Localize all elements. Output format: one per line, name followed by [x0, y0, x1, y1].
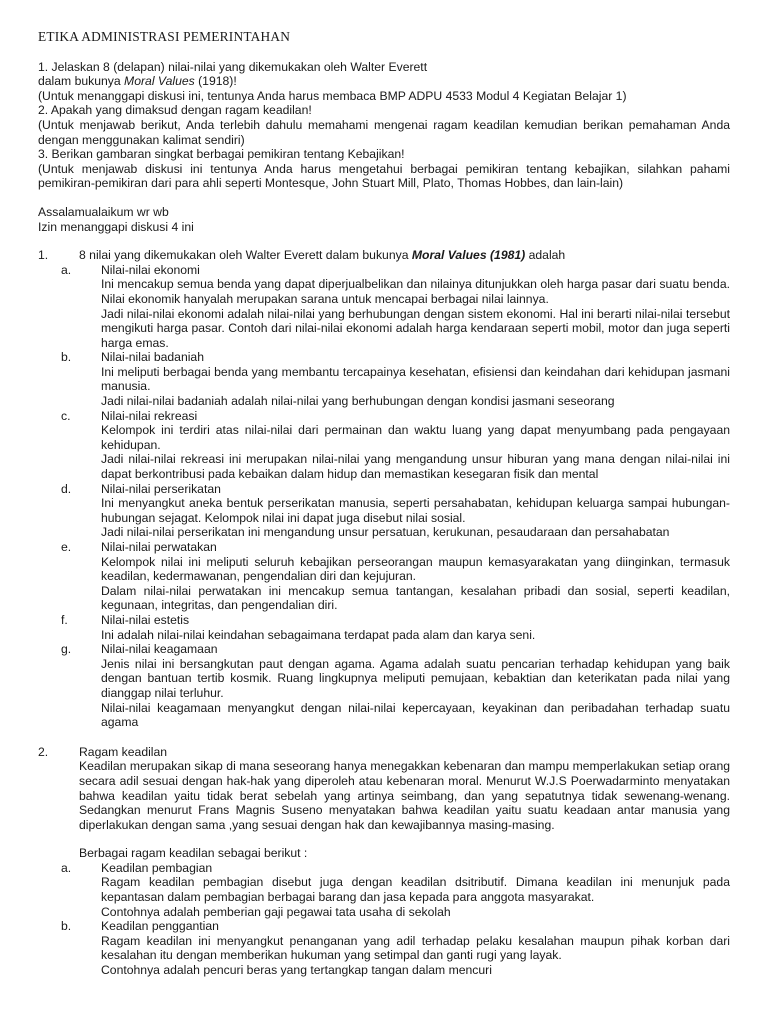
answer-2-list-intro: Berbagai ragam keadilan sebagai berikut : [79, 846, 308, 861]
justice-desc: Ragam keadilan ini menyangkut penanganan yang adil terhadap pelaku kesalahan maupun pihak korban dari kesalahan itu dengan memberikan hukuman yang setimpal dan ganti rugi yang layak. [101, 933, 730, 963]
justice-desc: Contohnya adalah pemberian gaji pegawai tata usaha di sekolah [101, 904, 451, 919]
value-desc: Nilai-nilai keagamaan menyangkut dengan nilai-nilai kepercayaan, keyakinan dan peribadahan terhadap suatu agama [101, 700, 730, 730]
answer-2-heading: Ragam keadilan [79, 744, 168, 759]
value-item: e. Nilai-nilai perwatakan Kelompok nilai ini meliputi seluruh kebajikan perseorangan maupun kemasyarakatan yang diinginkan, termasuk keadilan, kedermawanan, pengendalian diri dan kejujuran. Dalam nilai-nilai perwatakan ini mencakup semua tantangan, kesalahan pribadi dan sosial, seperti keadilan, kegunaan, integritas, dan pengendalian diri. [61, 540, 730, 613]
value-desc: Ini menyangkut aneka bentuk perserikatan manusia, seperti persahabatan, kehidupan keluarga sampai hubungan-hubungan sejagat. Kelompok nilai ini dapat juga disebut nilai sosial. [101, 496, 730, 525]
justice-item: b. Keadilan penggantian Ragam keadilan ini menyangkut penanganan yang adil terhadap pelaku kesalahan maupun pihak korban dari kesalahan itu dengan memberikan hukuman yang setimpal dan ganti rugi yang layak. Contohnya adalah pencuri beras yang tertangkap tangan dalam mencuri [61, 919, 730, 978]
question-2-note: (Untuk menjawab berikut, Anda terlebih dahulu memahami mengenai ragam keadilan kemudian berikan pemahaman Anda dengan menggunakan kalimat sendiri) [38, 117, 730, 147]
value-heading: Nilai-nilai badaniah [101, 350, 204, 365]
question-1-note: (Untuk menanggapi diskusi ini, tentunya Anda harus membaca BMP ADPU 4533 Modul 4 Kegiatan Belajar 1) [38, 88, 627, 103]
value-desc: Ini mencakup semua benda yang dapat diperjualbelikan dan nilainya ditunjukkan oleh harga pasar dari suatu benda. Nilai ekonomik hanyalah merupakan sarana untuk mencapai berbagai nilai lainnya. [101, 277, 730, 306]
question-3: 3. Berikan gambaran singkat berbagai pemikiran tentang Kebajikan! [38, 147, 405, 162]
value-heading: Nilai-nilai keagamaan [101, 642, 218, 657]
value-desc: Kelompok nilai ini meliputi seluruh kebajikan perseorangan maupun kemasyarakatan yang diinginkan, termasuk keadilan, kedermawanan, pengendalian diri dan kejujuran. [101, 554, 730, 584]
answer-2-paragraph: Keadilan merupakan sikap di mana seseorang hanya menegakkan kebenaran dan mampu memperlakukan setiap orang secara adil sesuai dengan hak-hak yang diperoleh atau kebenaran moral. Menurut W.J.S Poerwadarminto menyatakan bahwa keadilan yaitu tidak berat sebelah yang artinya seimbang, dan yang sepatutnya tidak sewenang-wenang. Sedangkan menurut Frans Magnis Suseno menyatakan bahwa keadilan yaitu suatu keadaan antar manusia yang diperlakukan dengan sama ,yang sesuai dengan hak dan kewajibannya masing-masing. [79, 759, 730, 832]
value-item: c. Nilai-nilai rekreasi Kelompok ini terdiri atas nilai-nilai dari permainan dan waktu luang yang dapat menyumbang pada pengayaan kehidupan. Jadi nilai-nilai rekreasi ini merupakan nilai-nilai yang mengandung unsur hiburan yang mana dengan nilai-nilai ini dapat berkontribusi pada kebaikan dalam hidup dan memastikan kesegaran fisik dan mental [61, 408, 730, 482]
answer-1-intro: 8 nilai yang dikemukakan oleh Walter Everett dalam bukunya Moral Values (1981) adalah [79, 248, 566, 263]
value-desc: Jadi nilai-nilai badaniah adalah nilai-nilai yang berhubungan dengan kondisi jasmani seseorang [101, 394, 615, 409]
value-desc: Jadi nilai-nilai perserikatan ini mengandung unsur persatuan, kerukunan, pesaudaraan dan persahabatan [101, 525, 670, 540]
value-item: g. Nilai-nilai keagamaan Jenis nilai ini bersangkutan paut dengan agama. Agama adalah suatu pencarian terhadap kehidupan yang baik dengan bantuan tertib kosmik. Ruang lingkupnya meliputi pemujaan, kebaktian dan keterikatan pada nilai yang dianggap nilai terluhur. Nilai-nilai keagamaan menyangkut dengan nilai-nilai kepercayaan, keyakinan dan peribadahan terhadap suatu agama [61, 642, 730, 730]
discussion-questions [38, 60, 730, 191]
answer-2 [38, 745, 730, 978]
greeting [38, 205, 730, 234]
answer-number: 2. [38, 744, 49, 759]
book-title-bold: Moral Values (1981) [411, 248, 526, 263]
value-desc: Dalam nilai-nilai perwatakan ini mencakup semua tantangan, kesalahan pribadi dan sosial, seperti keadilan, kegunaan, integritas, dan pengendalian diri. [101, 583, 730, 613]
value-heading: Nilai-nilai ekonomi [101, 262, 200, 277]
value-heading: Nilai-nilai perserikatan [101, 481, 221, 496]
value-desc: Jadi nilai-nilai rekreasi ini merupakan nilai-nilai yang mengandung unsur hiburan yang mana dengan nilai-nilai ini dapat berkontribusi pada kebaikan dalam hidup dan memastikan kesegaran fisik dan mental [101, 452, 730, 482]
value-heading: Nilai-nilai perwatakan [101, 540, 217, 554]
justice-heading: Keadilan penggantian [101, 919, 219, 934]
answer-number: 1. [38, 248, 49, 263]
greeting-line-1: Assalamualaikum wr wb [38, 204, 169, 219]
justice-list [61, 860, 730, 978]
answer-1 [38, 248, 730, 730]
question-2: 2. Apakah yang dimaksud dengan ragam keadilan! [38, 103, 312, 118]
justice-desc: Contohnya adalah pencuri beras yang tertangkap tangan dalam mencuri [101, 963, 492, 978]
question-3-note: (Untuk menjawab diskusi ini tentunya Anda harus mengetahui berbagai pemikiran tentang kebajikan, silahkan pahami pemikiran-pemikiran dari para ahli seperti Montesque, John Stuart Mill, Plato, Thomas Hobbes, dan lain-lain) [38, 161, 730, 191]
value-heading: Nilai-nilai rekreasi [101, 408, 198, 423]
value-item: f. Nilai-nilai estetis Ini adalah nilai-nilai keindahan sebagaimana terdapat pada alam dan karya seni. [79, 613, 730, 642]
document-title: ETIKA ADMINISTRASI PEMERINTAHAN [38, 29, 291, 44]
value-item: d. Nilai-nilai perserikatan Ini menyangkut aneka bentuk perserikatan manusia, seperti persahabatan, kehidupan keluarga sampai hubungan-hubungan sejagat. Kelompok nilai ini dapat juga disebut nilai sosial. Jadi nilai-nilai perserikatan ini mengandung unsur persatuan, kerukunan, pesaudaraan dan persahabatan [61, 481, 730, 540]
value-item: a. Nilai-nilai ekonomi Ini mencakup semua benda yang dapat diperjualbelikan dan nilainya ditunjukkan oleh harga pasar dari suatu benda. Nilai ekonomik hanyalah merupakan sarana untuk mencapai berbagai nilai lainnya. Jadi nilai-nilai ekonomi adalah nilai-nilai yang berhubungan dengan sistem ekonomi. Hal ini berarti nilai-nilai tersebut mengikuti harga pasar. Contoh dari nilai-nilai ekonomi adalah harga kendaraan seperti mobil, motor dan juga seperti harga emas. [61, 262, 730, 350]
justice-desc: Ragam keadilan pembagian disebut juga dengan keadilan dsitributif. Dimana keadilan ini menunjuk pada kepantasan dalam pembagian berbagai barang dan jasa kepada para anggota masyarakat. [101, 875, 730, 905]
values-list [61, 262, 730, 730]
value-desc: Jadi nilai-nilai ekonomi adalah nilai-nilai yang berhubungan dengan sistem ekonomi. Hal ini berarti nilai-nilai tersebut mengikuti harga pasar. Contoh dari nilai-nilai ekonomi adalah harga kendaraan seperti mobil, motor dan juga seperti harga emas. [101, 306, 730, 350]
answers-list [38, 248, 730, 978]
value-item: b. Nilai-nilai badaniah Ini meliputi berbagai benda yang membantu tercapainya kesehatan, efisiensi dan keindahan dari kehidupan jasmani manusia. Jadi nilai-nilai badaniah adalah nilai-nilai yang berhubungan dengan kondisi jasmani seseorang [61, 350, 730, 409]
value-desc: Jenis nilai ini bersangkutan paut dengan agama. Agama adalah suatu pencarian terhadap kehidupan yang baik dengan bantuan tertib kosmik. Ruang lingkupnya meliputi pemujaan, kebaktian dan keterikatan pada nilai yang dianggap nilai terluhur. [101, 656, 730, 700]
justice-item: a. Keadilan pembagian Ragam keadilan pembagian disebut juga dengan keadilan dsitributif. Dimana keadilan ini menunjuk pada kepantasan dalam pembagian berbagai barang dan jasa kepada para anggota masyarakat. Contohnya adalah pemberian gaji pegawai tata usaha di sekolah [61, 860, 730, 919]
question-1-cont: dalam bukunya Moral Values (1918)! [38, 74, 237, 89]
greeting-line-2: Izin menanggapi diskusi 4 ini [38, 219, 194, 234]
justice-heading: Keadilan pembagian [101, 860, 213, 875]
book-title: Moral Values [124, 74, 195, 89]
question-1: 1. Jelaskan 8 (delapan) nilai-nilai yang dikemukakan oleh Walter Everett [38, 59, 428, 74]
value-desc: Ini meliputi berbagai benda yang membantu tercapainya kesehatan, efisiensi dan keindahan dari kehidupan jasmani manusia. [101, 364, 730, 394]
value-desc: Kelompok ini terdiri atas nilai-nilai dari permainan dan waktu luang yang dapat menyumbang pada pengayaan kehidupan. [101, 423, 730, 452]
value-heading: Nilai-nilai estetis [101, 612, 190, 627]
value-desc: Ini adalah nilai-nilai keindahan sebagaimana terdapat pada alam dan karya seni. [101, 627, 536, 642]
